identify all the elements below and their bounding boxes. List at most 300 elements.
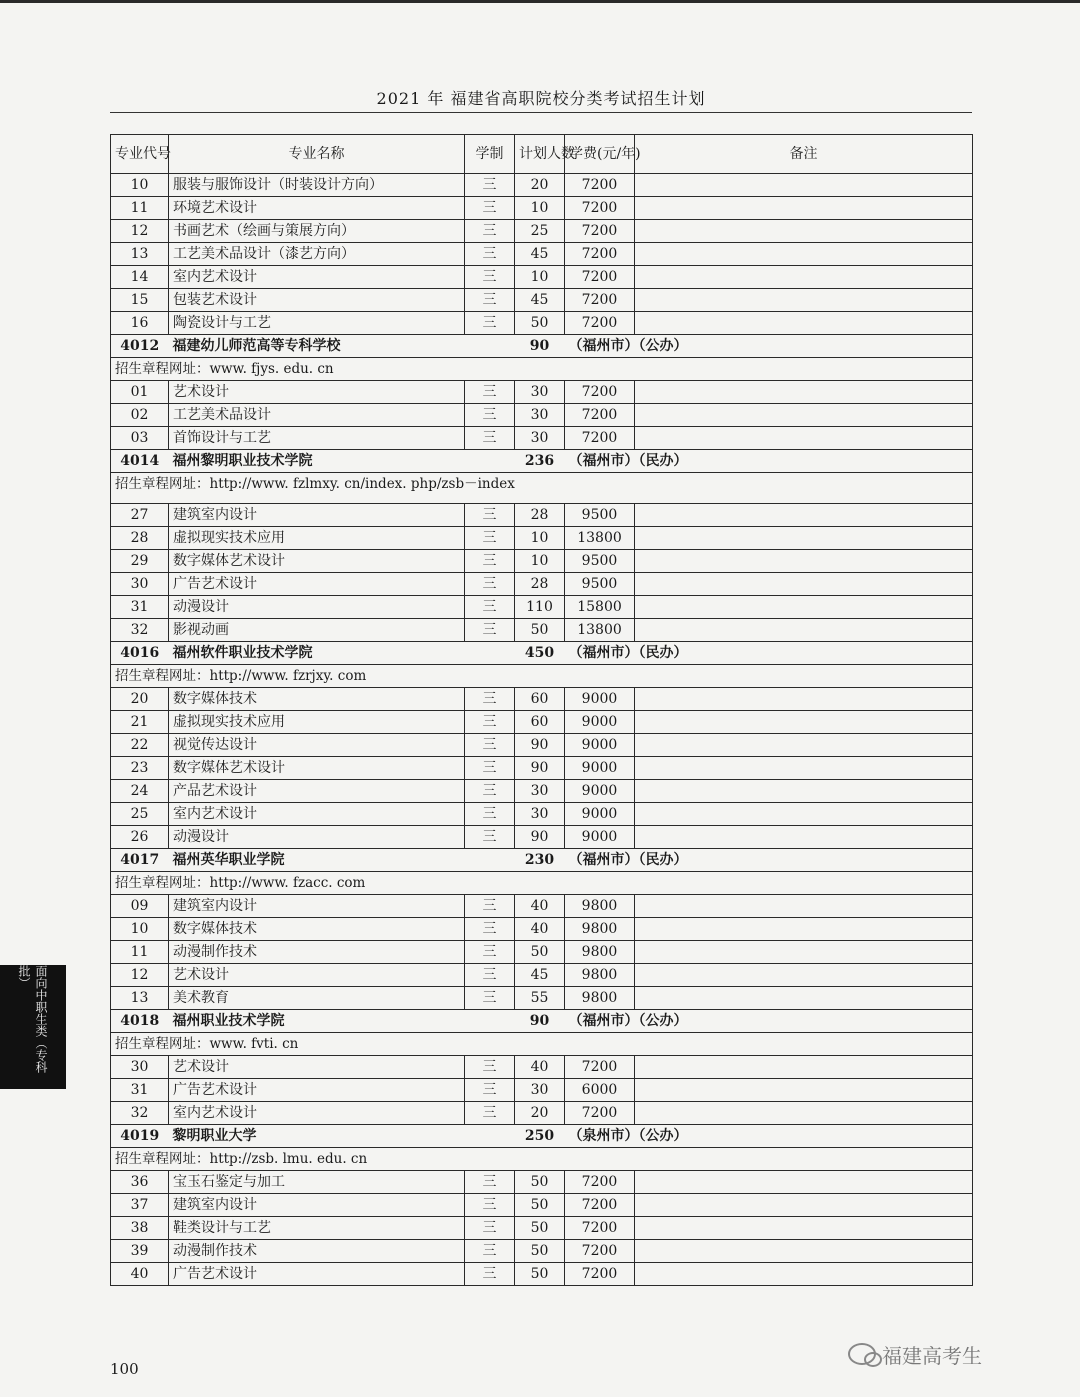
major-note — [635, 803, 973, 826]
table-row — [111, 174, 973, 197]
url-value: http://www. fzlmxy. cn/index. php/zsb－index — [209, 476, 515, 492]
table-body — [111, 174, 973, 1286]
school-row — [111, 642, 973, 665]
major-fee: 9800 — [565, 918, 635, 941]
enrollment-plan-table — [110, 134, 973, 1286]
major-name: 动漫制作技术 — [169, 1240, 465, 1263]
school-url-row — [111, 473, 973, 504]
table-row — [111, 504, 973, 527]
major-code: 24 — [111, 780, 169, 803]
major-fee: 7200 — [565, 220, 635, 243]
major-note — [635, 619, 973, 642]
major-quota: 45 — [515, 964, 565, 987]
major-length: 三 — [465, 619, 515, 642]
major-name: 鞋类设计与工艺 — [169, 1217, 465, 1240]
major-note — [635, 1171, 973, 1194]
major-code: 31 — [111, 1079, 169, 1102]
major-name: 首饰设计与工艺 — [169, 427, 465, 450]
url-label: 招生章程网址： — [115, 1036, 210, 1052]
table-row — [111, 895, 973, 918]
major-code: 09 — [111, 895, 169, 918]
major-name: 数字媒体技术 — [169, 918, 465, 941]
major-name: 广告艺术设计 — [169, 1263, 465, 1286]
major-fee: 9000 — [565, 826, 635, 849]
school-row — [111, 450, 973, 473]
major-length: 三 — [465, 1079, 515, 1102]
major-name: 艺术设计 — [169, 1056, 465, 1079]
major-length: 三 — [465, 987, 515, 1010]
major-quota: 30 — [515, 404, 565, 427]
table-row — [111, 312, 973, 335]
major-note — [635, 504, 973, 527]
table-row — [111, 197, 973, 220]
header-name: 专业名称 — [169, 135, 465, 174]
major-fee: 7200 — [565, 266, 635, 289]
school-row — [111, 1125, 973, 1148]
major-fee: 7200 — [565, 381, 635, 404]
major-quota: 30 — [515, 1079, 565, 1102]
major-note — [635, 220, 973, 243]
table-header-row — [111, 135, 973, 174]
major-fee: 7200 — [565, 312, 635, 335]
school-url-row — [111, 358, 973, 381]
major-name: 艺术设计 — [169, 964, 465, 987]
school-row — [111, 1010, 973, 1033]
school-info: （福州市）（民办） — [565, 642, 973, 665]
major-name: 虚拟现实技术应用 — [169, 527, 465, 550]
major-name: 陶瓷设计与工艺 — [169, 312, 465, 335]
major-name: 包装艺术设计 — [169, 289, 465, 312]
school-url-cell — [111, 358, 973, 381]
major-quota: 50 — [515, 1217, 565, 1240]
school-name: 福州软件职业技术学院 — [169, 642, 515, 665]
major-fee: 7200 — [565, 404, 635, 427]
major-fee: 9800 — [565, 964, 635, 987]
major-code: 03 — [111, 427, 169, 450]
major-length: 三 — [465, 918, 515, 941]
major-name: 服装与服饰设计（时装设计方向） — [169, 174, 465, 197]
url-value: www. fjys. edu. cn — [209, 361, 334, 377]
major-fee: 9800 — [565, 895, 635, 918]
major-length: 三 — [465, 427, 515, 450]
table-row — [111, 573, 973, 596]
school-info: （福州市）（民办） — [565, 450, 973, 473]
major-note — [635, 573, 973, 596]
major-quota: 10 — [515, 550, 565, 573]
major-fee: 9800 — [565, 941, 635, 964]
major-fee: 7200 — [565, 243, 635, 266]
major-length: 三 — [465, 404, 515, 427]
school-url-cell — [111, 872, 973, 895]
major-quota: 10 — [515, 197, 565, 220]
major-quota: 30 — [515, 780, 565, 803]
table-row — [111, 243, 973, 266]
major-note — [635, 711, 973, 734]
major-name: 建筑室内设计 — [169, 504, 465, 527]
major-note — [635, 197, 973, 220]
page-number: 100 — [110, 1360, 139, 1378]
major-name: 宝玉石鉴定与加工 — [169, 1171, 465, 1194]
major-fee: 7200 — [565, 1240, 635, 1263]
major-name: 数字媒体艺术设计 — [169, 550, 465, 573]
major-note — [635, 941, 973, 964]
school-url-cell — [111, 1033, 973, 1056]
school-url-cell — [111, 665, 973, 688]
major-code: 02 — [111, 404, 169, 427]
major-code: 21 — [111, 711, 169, 734]
major-code: 13 — [111, 987, 169, 1010]
major-note — [635, 266, 973, 289]
page-header: 2021 年 福建省高职院校分类考试招生计划 — [376, 89, 706, 108]
major-quota: 50 — [515, 1171, 565, 1194]
major-length: 三 — [465, 381, 515, 404]
major-quota: 50 — [515, 312, 565, 335]
major-quota: 30 — [515, 803, 565, 826]
major-name: 动漫设计 — [169, 826, 465, 849]
table-row — [111, 1194, 973, 1217]
major-name: 美术教育 — [169, 987, 465, 1010]
table-row — [111, 1240, 973, 1263]
major-length: 三 — [465, 1056, 515, 1079]
major-quota: 50 — [515, 941, 565, 964]
major-fee: 9000 — [565, 711, 635, 734]
url-label: 招生章程网址： — [115, 875, 210, 891]
major-quota: 20 — [515, 1102, 565, 1125]
school-url-row — [111, 1033, 973, 1056]
major-quota: 28 — [515, 573, 565, 596]
table-row — [111, 711, 973, 734]
major-quota: 28 — [515, 504, 565, 527]
table-row — [111, 220, 973, 243]
major-note — [635, 1056, 973, 1079]
header-fee: 学费(元/年) — [565, 135, 635, 174]
major-code: 30 — [111, 573, 169, 596]
major-name: 建筑室内设计 — [169, 895, 465, 918]
major-fee: 9000 — [565, 734, 635, 757]
major-length: 三 — [465, 1240, 515, 1263]
major-fee: 7200 — [565, 1056, 635, 1079]
major-fee: 7200 — [565, 1217, 635, 1240]
header-rule — [110, 112, 972, 113]
school-total-quota: 236 — [515, 450, 565, 473]
url-value: http://www. fzrjxy. com — [209, 668, 367, 684]
table-row — [111, 404, 973, 427]
major-code: 13 — [111, 243, 169, 266]
major-fee: 6000 — [565, 1079, 635, 1102]
major-fee: 9500 — [565, 504, 635, 527]
major-name: 室内艺术设计 — [169, 266, 465, 289]
major-length: 三 — [465, 174, 515, 197]
school-name: 福建幼儿师范高等专科学校 — [169, 335, 515, 358]
major-code: 22 — [111, 734, 169, 757]
major-note — [635, 826, 973, 849]
major-quota: 60 — [515, 688, 565, 711]
major-length: 三 — [465, 596, 515, 619]
url-label: 招生章程网址： — [115, 361, 210, 377]
major-name: 工艺美术品设计 — [169, 404, 465, 427]
table-row — [111, 1263, 973, 1286]
school-name: 黎明职业大学 — [169, 1125, 515, 1148]
major-length: 三 — [465, 1194, 515, 1217]
major-length: 三 — [465, 504, 515, 527]
major-note — [635, 381, 973, 404]
major-note — [635, 895, 973, 918]
url-label: 招生章程网址： — [115, 476, 210, 492]
major-note — [635, 688, 973, 711]
major-code: 37 — [111, 1194, 169, 1217]
url-label: 招生章程网址： — [115, 1151, 210, 1167]
major-length: 三 — [465, 941, 515, 964]
major-length: 三 — [465, 826, 515, 849]
major-note — [635, 174, 973, 197]
major-fee: 9000 — [565, 803, 635, 826]
school-total-quota: 230 — [515, 849, 565, 872]
table-row — [111, 619, 973, 642]
major-note — [635, 596, 973, 619]
major-quota: 30 — [515, 381, 565, 404]
major-code: 30 — [111, 1056, 169, 1079]
table-row — [111, 734, 973, 757]
major-quota: 40 — [515, 1056, 565, 1079]
major-length: 三 — [465, 757, 515, 780]
major-code: 27 — [111, 504, 169, 527]
major-length: 三 — [465, 711, 515, 734]
major-note — [635, 243, 973, 266]
major-length: 三 — [465, 803, 515, 826]
major-quota: 90 — [515, 757, 565, 780]
major-note — [635, 427, 973, 450]
school-code: 4017 — [111, 849, 169, 872]
major-fee: 9000 — [565, 780, 635, 803]
major-fee: 7200 — [565, 1171, 635, 1194]
major-name: 室内艺术设计 — [169, 803, 465, 826]
school-total-quota: 90 — [515, 1010, 565, 1033]
major-name: 工艺美术品设计（漆艺方向） — [169, 243, 465, 266]
school-url-cell — [111, 1148, 973, 1171]
major-code: 14 — [111, 266, 169, 289]
major-code: 12 — [111, 220, 169, 243]
major-quota: 10 — [515, 527, 565, 550]
major-code: 40 — [111, 1263, 169, 1286]
major-note — [635, 1263, 973, 1286]
school-name: 福州职业技术学院 — [169, 1010, 515, 1033]
table-row — [111, 918, 973, 941]
major-code: 16 — [111, 312, 169, 335]
major-note — [635, 780, 973, 803]
major-quota: 50 — [515, 1194, 565, 1217]
major-code: 25 — [111, 803, 169, 826]
school-total-quota: 250 — [515, 1125, 565, 1148]
watermark — [848, 1340, 1058, 1368]
major-fee: 7200 — [565, 427, 635, 450]
major-code: 31 — [111, 596, 169, 619]
school-total-quota: 90 — [515, 335, 565, 358]
major-note — [635, 757, 973, 780]
major-name: 艺术设计 — [169, 381, 465, 404]
url-value: www. fvti. cn — [209, 1036, 299, 1052]
major-name: 视觉传达设计 — [169, 734, 465, 757]
major-code: 10 — [111, 174, 169, 197]
table-row — [111, 289, 973, 312]
major-note — [635, 1102, 973, 1125]
major-length: 三 — [465, 1263, 515, 1286]
major-fee: 13800 — [565, 527, 635, 550]
table-row — [111, 381, 973, 404]
page-top-rule — [0, 0, 1080, 3]
table-row — [111, 427, 973, 450]
major-note — [635, 987, 973, 1010]
major-length: 三 — [465, 266, 515, 289]
table-row — [111, 780, 973, 803]
major-name: 广告艺术设计 — [169, 1079, 465, 1102]
school-row — [111, 335, 973, 358]
chat-bubble-icon — [848, 1343, 876, 1365]
school-name: 福州英华职业学院 — [169, 849, 515, 872]
school-url-cell — [111, 473, 973, 504]
school-url-row — [111, 872, 973, 895]
school-info: （福州市）（公办） — [565, 335, 973, 358]
major-fee: 15800 — [565, 596, 635, 619]
major-fee: 9000 — [565, 757, 635, 780]
table-row — [111, 527, 973, 550]
major-code: 36 — [111, 1171, 169, 1194]
school-code: 4019 — [111, 1125, 169, 1148]
major-fee: 9500 — [565, 550, 635, 573]
major-length: 三 — [465, 780, 515, 803]
major-name: 影视动画 — [169, 619, 465, 642]
major-fee: 9000 — [565, 688, 635, 711]
major-quota: 30 — [515, 427, 565, 450]
header-note: 备注 — [635, 135, 973, 174]
major-fee: 7200 — [565, 289, 635, 312]
major-length: 三 — [465, 197, 515, 220]
major-length: 三 — [465, 1102, 515, 1125]
table-row — [111, 964, 973, 987]
table-row — [111, 596, 973, 619]
major-length: 三 — [465, 734, 515, 757]
major-code: 39 — [111, 1240, 169, 1263]
major-quota: 25 — [515, 220, 565, 243]
major-quota: 40 — [515, 918, 565, 941]
major-quota: 10 — [515, 266, 565, 289]
url-value: http://zsb. lmu. edu. cn — [209, 1151, 368, 1167]
major-code: 23 — [111, 757, 169, 780]
table-row — [111, 803, 973, 826]
major-name: 数字媒体技术 — [169, 688, 465, 711]
school-name: 福州黎明职业技术学院 — [169, 450, 515, 473]
major-name: 产品艺术设计 — [169, 780, 465, 803]
major-code: 38 — [111, 1217, 169, 1240]
table-row — [111, 688, 973, 711]
major-name: 环境艺术设计 — [169, 197, 465, 220]
major-name: 广告艺术设计 — [169, 573, 465, 596]
major-length: 三 — [465, 964, 515, 987]
major-code: 28 — [111, 527, 169, 550]
school-info: （福州市）（公办） — [565, 1010, 973, 1033]
school-row — [111, 849, 973, 872]
table-row — [111, 826, 973, 849]
major-fee: 9500 — [565, 573, 635, 596]
major-quota: 50 — [515, 1240, 565, 1263]
school-url-row — [111, 665, 973, 688]
major-length: 三 — [465, 1217, 515, 1240]
major-fee: 7200 — [565, 1194, 635, 1217]
major-quota: 90 — [515, 826, 565, 849]
major-code: 26 — [111, 826, 169, 849]
major-note — [635, 918, 973, 941]
table-row — [111, 941, 973, 964]
major-quota: 60 — [515, 711, 565, 734]
major-quota: 45 — [515, 243, 565, 266]
major-length: 三 — [465, 550, 515, 573]
major-note — [635, 1217, 973, 1240]
major-name: 室内艺术设计 — [169, 1102, 465, 1125]
url-label: 招生章程网址： — [115, 668, 210, 684]
major-fee: 13800 — [565, 619, 635, 642]
major-quota: 50 — [515, 1263, 565, 1286]
major-code: 10 — [111, 918, 169, 941]
major-code: 32 — [111, 1102, 169, 1125]
section-side-tab: 面向中职生类（专科批） — [0, 965, 66, 1089]
school-total-quota: 450 — [515, 642, 565, 665]
major-length: 三 — [465, 688, 515, 711]
school-code: 4012 — [111, 335, 169, 358]
major-code: 20 — [111, 688, 169, 711]
header-length: 学制 — [465, 135, 515, 174]
major-code: 15 — [111, 289, 169, 312]
major-length: 三 — [465, 243, 515, 266]
major-quota: 55 — [515, 987, 565, 1010]
major-note — [635, 550, 973, 573]
school-info: （福州市）（民办） — [565, 849, 973, 872]
major-name: 动漫制作技术 — [169, 941, 465, 964]
major-code: 12 — [111, 964, 169, 987]
major-name: 书画艺术（绘画与策展方向） — [169, 220, 465, 243]
major-name: 动漫设计 — [169, 596, 465, 619]
major-length: 三 — [465, 220, 515, 243]
school-code: 4016 — [111, 642, 169, 665]
table-row — [111, 550, 973, 573]
header-code: 专业代号 — [111, 135, 169, 174]
table-row — [111, 1056, 973, 1079]
major-name: 数字媒体艺术设计 — [169, 757, 465, 780]
major-quota: 90 — [515, 734, 565, 757]
major-code: 32 — [111, 619, 169, 642]
major-code: 11 — [111, 197, 169, 220]
major-code: 11 — [111, 941, 169, 964]
major-note — [635, 1079, 973, 1102]
major-quota: 45 — [515, 289, 565, 312]
school-info: （泉州市）（公办） — [565, 1125, 973, 1148]
major-note — [635, 1240, 973, 1263]
major-name: 建筑室内设计 — [169, 1194, 465, 1217]
major-length: 三 — [465, 527, 515, 550]
url-value: http://www. fzacc. com — [209, 875, 366, 891]
major-length: 三 — [465, 312, 515, 335]
major-note — [635, 1194, 973, 1217]
major-fee: 7200 — [565, 174, 635, 197]
school-url-row — [111, 1148, 973, 1171]
major-length: 三 — [465, 573, 515, 596]
major-code: 01 — [111, 381, 169, 404]
school-code: 4014 — [111, 450, 169, 473]
watermark-text: 福建高考生 — [882, 1343, 982, 1368]
major-fee: 7200 — [565, 197, 635, 220]
table-row — [111, 1102, 973, 1125]
table-row — [111, 987, 973, 1010]
major-note — [635, 289, 973, 312]
major-name: 虚拟现实技术应用 — [169, 711, 465, 734]
